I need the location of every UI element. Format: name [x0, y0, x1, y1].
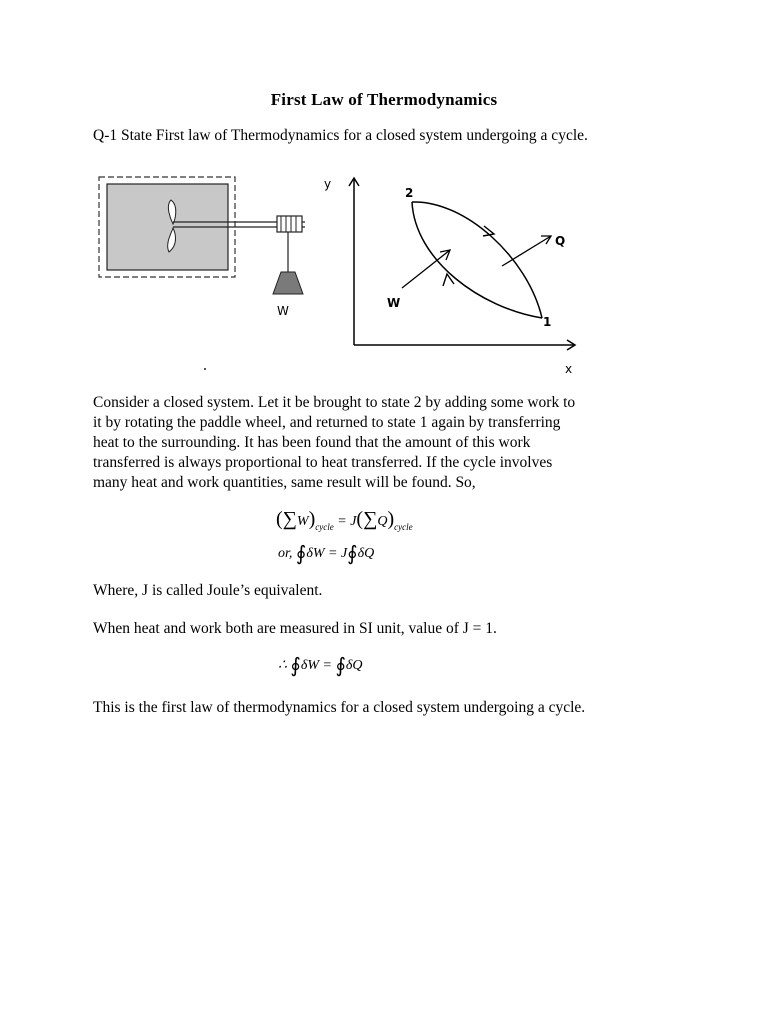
equation-cyclic-integral: or, ∮δW = J∮δQ: [278, 543, 375, 565]
weight-label: W: [277, 304, 289, 318]
body-line: it by rotating the paddle wheel, and returned to state 1 again by transferring: [93, 414, 561, 431]
si-unit-line: When heat and work both are measured in SI unit, value of J = 1.: [93, 620, 497, 637]
equation-sum: $(\sum W)_{cycle} = J(\sum Q)_{cycle}$: [276, 508, 413, 532]
body-line: many heat and work quantities, same result will be found. So,: [93, 474, 476, 491]
body-line: Consider a closed system. Let it be brought to state 2 by adding some work to: [93, 394, 576, 411]
question-text: Q-1 State First law of Thermodynamics for a closed system undergoing a cycle.: [93, 127, 588, 144]
equation-result: ∴ ∮δW = ∮δQ: [278, 655, 363, 677]
heat-arrow-label: Q: [555, 234, 566, 248]
body-line: transferred is always proportional to heat transferred. If the cycle involves: [93, 454, 553, 471]
y-axis-label: y: [324, 177, 332, 191]
work-arrow-label: W: [387, 296, 401, 310]
where-line: Where, J is called Joule’s equivalent.: [93, 582, 323, 599]
state-1-label: 1: [543, 315, 552, 329]
state-2-label: 2: [405, 186, 414, 200]
conclusion-line: This is the first law of thermodynamics for a closed system undergoing a cycle.: [93, 699, 586, 716]
cycle-diagram: [324, 170, 590, 380]
figure-dot: [204, 368, 206, 370]
x-axis-label: x: [565, 362, 573, 376]
body-line: heat to the surrounding. It has been found that the amount of this work: [93, 434, 531, 451]
body-paragraph: [93, 393, 693, 493]
paddle-wheel-figure: [95, 172, 320, 322]
page-title: First Law of Thermodynamics: [270, 90, 498, 109]
